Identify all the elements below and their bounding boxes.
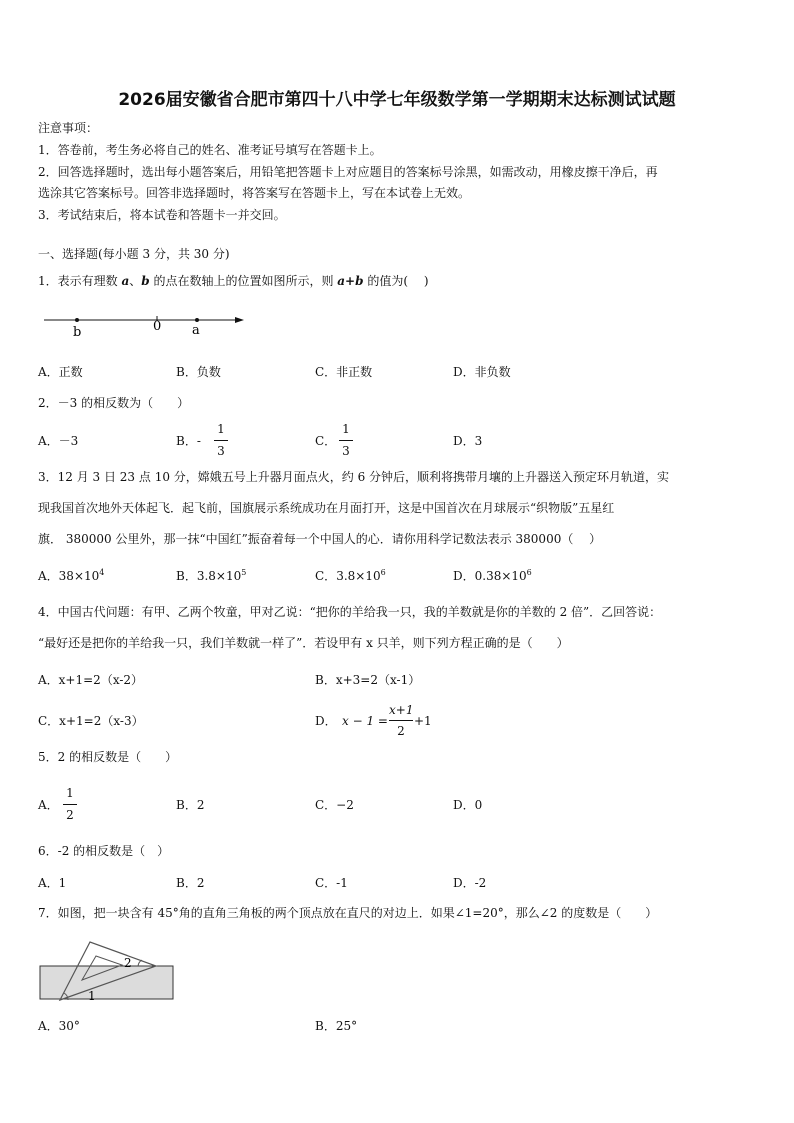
q4-option-d-denominator: 2 bbox=[397, 724, 405, 738]
question-7-stem: 7．如图，把一块含有 45°角的直角三角板的两个顶点放在直尺的对边上．如果∠1=20°，那么∠2 的度数是（ ） bbox=[38, 906, 658, 920]
number-line-figure bbox=[40, 308, 250, 340]
q7-option-b: B．25° bbox=[315, 1019, 358, 1033]
q2-option-a: A．－3 bbox=[38, 434, 79, 448]
q2-option-b-numerator: 1 bbox=[217, 422, 225, 436]
q5-option-a-label: A． bbox=[38, 798, 59, 812]
q6-option-a: A．1 bbox=[38, 876, 67, 890]
q5-option-a-denominator: 2 bbox=[66, 808, 74, 822]
question-5-stem: 5．2 的相反数是（ ） bbox=[38, 750, 178, 764]
q3-option-d-exponent: 6 bbox=[526, 568, 532, 577]
angle-2-arc bbox=[138, 960, 142, 966]
q3-option-d-base: 0.38×10 bbox=[474, 569, 527, 583]
q5-option-c: C．−2 bbox=[315, 798, 354, 812]
q6-option-d: D．-2 bbox=[453, 876, 487, 890]
notice-line-2a: 2．回答选择题时，选出每小题答案后，用铅笔把答题卡上对应题目的答案标号涂黑，如需改动，用橡皮擦干净后，再 bbox=[38, 165, 658, 179]
angle-2-label: 2 bbox=[124, 956, 132, 970]
q2-option-c-denominator: 3 bbox=[342, 444, 350, 458]
q3-option-c-base: 3.8×10 bbox=[336, 569, 381, 583]
q5-option-d: D．0 bbox=[453, 798, 483, 812]
notice-line-3: 3．考试结束后，将本试卷和答题卡一并交回。 bbox=[38, 208, 286, 222]
notice-line-2b: 选涂其它答案标号。回答非选择题时，将答案写在答题卡上，写在本试卷上无效。 bbox=[38, 186, 471, 200]
q3-option-c-label: C． bbox=[315, 569, 337, 583]
q3-option-b-label: B． bbox=[176, 569, 197, 583]
q1-option-d: D．非负数 bbox=[453, 365, 511, 379]
q4-option-d-fraction-bar bbox=[389, 720, 413, 721]
q1-var-b: b bbox=[141, 274, 150, 288]
question-4-line-1: 4．中国古代问题：有甲、乙两个牧童，甲对乙说：“把你的羊给我一只，我的羊数就是你的羊数的 2 倍”．乙回答说： bbox=[38, 605, 662, 619]
q4-option-d-lhs: x − 1 = bbox=[342, 714, 388, 728]
section-heading: 一、选择题(每小题 3 分，共 30 分) bbox=[38, 247, 230, 261]
q3-option-d-label: D． bbox=[453, 569, 475, 583]
q3-option-a-base: 38×10 bbox=[58, 569, 100, 583]
q1-option-c: C．非正数 bbox=[315, 365, 373, 379]
q3-option-a-exponent: 4 bbox=[99, 568, 105, 577]
question-3-line-1: 3．12 月 3 日 23 点 10 分，嫦娥五号上升器月面点火，约 6 分钟后，顺利将携带月壤的上升器送入预定环月轨道，实 bbox=[38, 470, 670, 484]
q5-option-a-numerator: 1 bbox=[66, 786, 74, 800]
q2-option-d: D．3 bbox=[453, 434, 483, 448]
q1-stem-post: 的值为( ) bbox=[363, 274, 429, 288]
q6-option-b: B．2 bbox=[176, 876, 205, 890]
q7-option-a: A．30° bbox=[38, 1019, 80, 1033]
q3-option-a bbox=[38, 569, 104, 583]
q1-option-b: B．负数 bbox=[176, 365, 221, 379]
q1-var-a: a bbox=[121, 274, 130, 288]
notice-heading: 注意事项： bbox=[38, 121, 99, 135]
q4-option-a: A．x+1=2（x-2） bbox=[38, 673, 144, 687]
label-a: a bbox=[192, 323, 200, 338]
q4-option-c: C．x+1=2（x-3） bbox=[38, 714, 144, 728]
question-3-line-3: 旗． 380000 公里外，那一抹“中国红”振奋着每一个中国人的心．请你用科学记数法表示 380000（ ） bbox=[38, 532, 602, 546]
point-b-dot bbox=[75, 318, 79, 322]
question-3-line-2: 现我国首次地外天体起飞．起飞前，国旗展示系统成功在月面打开，这是中国首次在月球展示“织物版”五星红 bbox=[38, 501, 615, 515]
q2-option-b-prefix: B．- bbox=[176, 434, 201, 448]
q4-option-b: B．x+3=2（x-1） bbox=[315, 673, 421, 687]
q1-stem-mid: 的点在数轴上的位置如图所示，则 bbox=[149, 274, 338, 288]
q3-option-b-exponent: 5 bbox=[241, 568, 247, 577]
q3-option-d bbox=[453, 569, 532, 583]
q5-option-a-fraction-bar bbox=[63, 804, 77, 805]
q1-sep: 、 bbox=[129, 274, 142, 288]
notice-line-1: 1．答卷前，考生务必将自己的姓名、准考证号填写在答题卡上。 bbox=[38, 143, 382, 157]
question-2-stem: 2．－3 的相反数为（ ） bbox=[38, 396, 190, 410]
q6-option-c: C．-1 bbox=[315, 876, 348, 890]
q3-option-c bbox=[315, 569, 386, 583]
q1-option-a: A．正数 bbox=[38, 365, 83, 379]
q3-option-c-exponent: 6 bbox=[380, 568, 386, 577]
question-4-line-2: “最好还是把你的羊给我一只，我们羊数就一样了”．若设甲有 x 只羊，则下列方程正确的是（ ） bbox=[38, 636, 569, 650]
q5-option-b: B．2 bbox=[176, 798, 205, 812]
question-1-stem bbox=[38, 274, 429, 288]
q4-option-d-label: D． bbox=[315, 714, 337, 728]
q2-option-c-prefix: C． bbox=[315, 434, 337, 448]
q2-option-c-fraction-bar bbox=[339, 440, 353, 441]
q4-option-d-rhs: +1 bbox=[414, 714, 432, 728]
q2-option-b-denominator: 3 bbox=[217, 444, 225, 458]
q4-option-d-numerator: x+1 bbox=[389, 703, 414, 717]
ruler-triangle-figure bbox=[38, 938, 178, 1004]
q3-option-b bbox=[176, 569, 246, 583]
q1-stem-pre: 1．表示有理数 bbox=[38, 274, 122, 288]
angle-1-label: 1 bbox=[88, 989, 96, 1003]
label-b: b bbox=[73, 325, 82, 340]
q2-option-c-numerator: 1 bbox=[342, 422, 350, 436]
question-6-stem: 6．-2 的相反数是（ ） bbox=[38, 844, 170, 858]
point-a-dot bbox=[195, 318, 199, 322]
page-title: 2026届安徽省合肥市第四十八中学七年级数学第一学期期末达标测试试题 bbox=[118, 90, 676, 110]
q3-option-b-base: 3.8×10 bbox=[196, 569, 242, 583]
number-line-arrow bbox=[235, 317, 244, 323]
q1-expr: a+b bbox=[337, 274, 364, 288]
label-zero: 0 bbox=[153, 319, 162, 334]
q2-option-b-fraction-bar bbox=[214, 440, 228, 441]
q3-option-a-label: A． bbox=[38, 569, 59, 583]
